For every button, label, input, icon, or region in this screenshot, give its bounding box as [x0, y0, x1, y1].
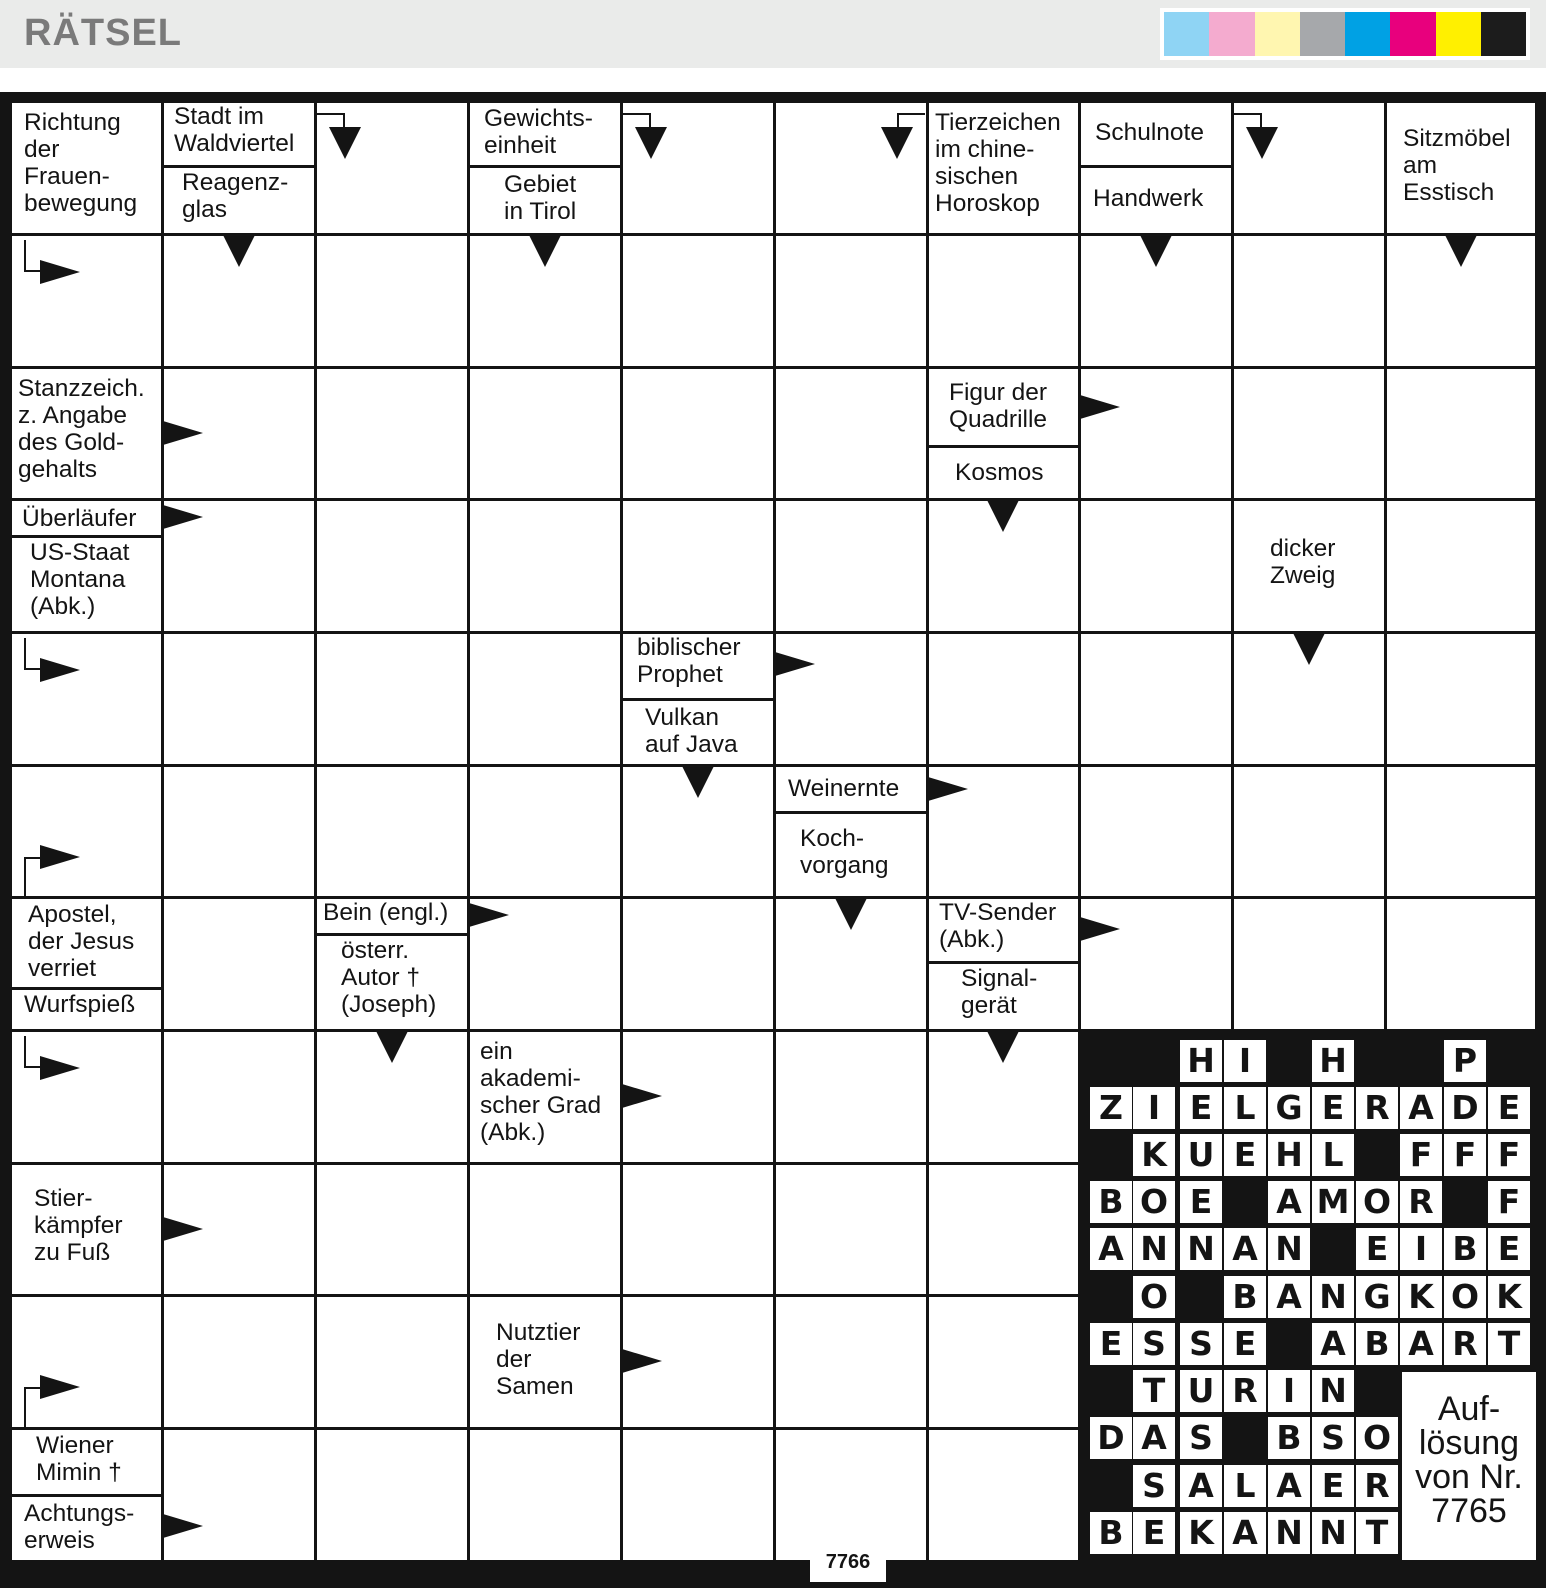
page-title: RÄTSEL [24, 12, 182, 54]
clue-akademischer-grad: ein akademi- scher Grad (Abk.) [480, 1038, 602, 1146]
grid-cell[interactable] [317, 501, 467, 631]
hook-line-icon [897, 113, 925, 129]
grid-cell[interactable] [929, 236, 1078, 366]
solution-letter: I [1268, 1370, 1310, 1412]
grid-cell[interactable] [1234, 899, 1384, 1029]
grid-cell[interactable] [164, 767, 314, 896]
grid-cell[interactable] [164, 1032, 314, 1162]
grid-cell[interactable] [623, 501, 773, 631]
solution-letter: N [1133, 1228, 1175, 1270]
arrow-right-icon [163, 505, 203, 529]
solution-letter: A [1224, 1228, 1266, 1270]
solution-letter: S [1180, 1417, 1222, 1459]
solution-letter: E [1180, 1181, 1222, 1223]
arrow-down-icon [835, 898, 867, 930]
solution-letter: E [1133, 1512, 1175, 1554]
grid-cell[interactable] [317, 1165, 467, 1294]
hook-line-icon [1232, 113, 1262, 129]
clue-divider [162, 165, 315, 168]
solution-letter: T [1133, 1370, 1175, 1412]
grid-cell[interactable] [1387, 369, 1535, 498]
arrow-right-icon [622, 1349, 662, 1373]
grid-cell[interactable] [1387, 899, 1535, 1029]
solution-letter: M [1312, 1181, 1354, 1223]
arrow-down-icon [223, 235, 255, 267]
solution-letter: L [1312, 1134, 1354, 1176]
solution-letter: R [1356, 1465, 1398, 1507]
arrow-right-icon [1080, 395, 1120, 419]
solution-letter: A [1268, 1181, 1310, 1223]
arrow-down-icon [881, 127, 913, 159]
arrow-down-icon [529, 235, 561, 267]
solution-letter: R [1444, 1323, 1486, 1365]
solution-letter: R [1224, 1370, 1266, 1412]
grid-cell[interactable] [776, 1297, 926, 1427]
solution-letter: Z [1090, 1087, 1132, 1129]
solution-letter: O [1356, 1417, 1398, 1459]
solution-letter: I [1224, 1040, 1266, 1082]
solution-letter: N [1268, 1228, 1310, 1270]
grid-cell[interactable] [317, 369, 467, 498]
clue-achtungserweis: Achtungs- erweis [24, 1500, 135, 1554]
arrow-right-icon [1080, 917, 1120, 941]
grid-cell[interactable] [470, 1165, 620, 1294]
arrow-right-icon [928, 777, 968, 801]
arrow-right-icon [163, 1514, 203, 1538]
grid-cell[interactable] [1387, 501, 1535, 631]
grid-cell[interactable] [164, 634, 314, 764]
solution-letter: K [1133, 1134, 1175, 1176]
solution-letter: O [1133, 1276, 1175, 1318]
solution-letter: B [1090, 1512, 1132, 1554]
clue-divider [10, 987, 162, 990]
hook-line-icon [621, 113, 651, 129]
solution-letter: F [1444, 1134, 1486, 1176]
arrow-right-icon [163, 421, 203, 445]
solution-letter: F [1400, 1134, 1442, 1176]
grid-cell[interactable] [623, 236, 773, 366]
solution-letter: E [1224, 1323, 1266, 1365]
arrow-right-icon [775, 652, 815, 676]
clue-divider [468, 165, 621, 168]
clue-divider [1079, 165, 1232, 168]
arrow-right-icon [40, 1375, 80, 1399]
grid-cell[interactable] [776, 1165, 926, 1294]
arrow-down-icon [987, 500, 1019, 532]
grid-cell[interactable] [1081, 634, 1231, 764]
clue-bein-engl: Bein (engl.) [323, 899, 449, 926]
solution-letter: N [1312, 1512, 1354, 1554]
arrow-down-icon [329, 127, 361, 159]
clue-tierzeichen: Tierzeichen im chine- sischen Horoskop [935, 109, 1061, 217]
solution-letter: E [1356, 1228, 1398, 1270]
clue-apostel: Apostel, der Jesus verriet [28, 901, 135, 982]
solution-letter: E [1180, 1087, 1222, 1129]
clue-ueberlaeufer: Überläufer [22, 505, 137, 532]
arrow-right-icon [40, 1056, 80, 1080]
clue-divider [10, 1494, 162, 1497]
hook-line-icon [24, 1036, 42, 1068]
grid-cell[interactable] [776, 369, 926, 498]
solution-letter: N [1180, 1228, 1222, 1270]
arrow-down-icon [682, 766, 714, 798]
hook-line-icon [24, 857, 42, 897]
grid-cell[interactable] [929, 1165, 1078, 1294]
clue-nutztier: Nutztier der Samen [496, 1319, 581, 1400]
arrow-down-icon [1293, 633, 1325, 665]
solution-letter: A [1090, 1228, 1132, 1270]
solution-letter: S [1180, 1323, 1222, 1365]
solution-letter: E [1488, 1087, 1530, 1129]
grid-cell[interactable] [623, 899, 773, 1029]
solution-caption: Auf- lösung von Nr. 7765 [1402, 1372, 1536, 1560]
solution-letter: N [1312, 1276, 1354, 1318]
solution-letter: D [1444, 1087, 1486, 1129]
grid-cell[interactable] [623, 1430, 773, 1560]
arrow-right-icon [40, 845, 80, 869]
solution-letter: O [1444, 1276, 1486, 1318]
solution-letter: F [1488, 1134, 1530, 1176]
grid-cell[interactable] [623, 1165, 773, 1294]
arrow-right-icon [469, 903, 509, 927]
solution-letter: B [1224, 1276, 1266, 1318]
solution-letter: T [1488, 1323, 1530, 1365]
clue-divider [10, 535, 162, 538]
grid-cell[interactable] [1387, 767, 1535, 896]
solution-letter: A [1268, 1276, 1310, 1318]
solution-letter: I [1400, 1228, 1442, 1270]
solution-letter: K [1180, 1512, 1222, 1554]
grid-cell[interactable] [317, 1297, 467, 1427]
clue-us-staat: US-Staat Montana (Abk.) [30, 539, 130, 620]
solution-letter: K [1488, 1276, 1530, 1318]
grid-cell[interactable] [1234, 767, 1384, 896]
arrow-right-icon [622, 1084, 662, 1108]
grid-cell[interactable] [1081, 369, 1231, 498]
solution-letter: L [1224, 1087, 1266, 1129]
clue-tv-sender: TV-Sender (Abk.) [939, 899, 1057, 953]
arrow-down-icon [1445, 235, 1477, 267]
clue-gebiet-tirol: Gebiet in Tirol [504, 171, 577, 225]
grid-cell[interactable] [1081, 767, 1231, 896]
solution-letter: K [1400, 1276, 1442, 1318]
solution-letter: O [1133, 1181, 1175, 1223]
solution-letter: A [1268, 1465, 1310, 1507]
arrow-right-icon [163, 1217, 203, 1241]
clue-divider [621, 698, 774, 701]
solution-letter: N [1312, 1370, 1354, 1412]
clue-kochvorgang: Koch- vorgang [800, 825, 889, 879]
solution-letter: H [1312, 1040, 1354, 1082]
solution-letter: L [1224, 1465, 1266, 1507]
solution-letter: A [1400, 1323, 1442, 1365]
solution-letter: G [1268, 1087, 1310, 1129]
grid-cell[interactable] [1081, 501, 1231, 631]
solution-letter: S [1312, 1417, 1354, 1459]
solution-letter: E [1224, 1134, 1266, 1176]
grid-cell[interactable] [1234, 369, 1384, 498]
grid-cell[interactable] [164, 1297, 314, 1427]
solution-letter: B [1444, 1228, 1486, 1270]
grid-cell[interactable] [470, 1430, 620, 1560]
grid-cell[interactable] [317, 767, 467, 896]
clue-kosmos: Kosmos [955, 459, 1044, 486]
solution-letter: F [1488, 1181, 1530, 1223]
clue-richtung-frauenbewegung: Richtung der Frauen- bewegung [24, 109, 138, 217]
grid-cell[interactable] [623, 369, 773, 498]
solution-letter: B [1268, 1417, 1310, 1459]
clue-biblischer-prophet: biblischer Prophet [637, 634, 741, 688]
solution-letter: P [1444, 1040, 1486, 1082]
solution-letter: H [1180, 1040, 1222, 1082]
solution-letter: A [1312, 1323, 1354, 1365]
arrow-right-icon [40, 658, 80, 682]
solution-letter: B [1090, 1181, 1132, 1223]
hook-line-icon [315, 113, 345, 129]
solution-letter: U [1180, 1134, 1222, 1176]
grid-cell[interactable] [929, 1430, 1078, 1560]
clue-figur-quadrille: Figur der Quadrille [949, 379, 1048, 433]
arrow-down-icon [1246, 127, 1278, 159]
solution-letter: S [1133, 1465, 1175, 1507]
arrow-down-icon [987, 1031, 1019, 1063]
clue-schulnote: Schulnote [1095, 119, 1204, 146]
grid-cell[interactable] [164, 899, 314, 1029]
grid-cell[interactable] [317, 236, 467, 366]
clue-stierkaempfer: Stier- kämpfer zu Fuß [34, 1185, 123, 1266]
solution-letter: H [1268, 1134, 1310, 1176]
clue-handwerk: Handwerk [1093, 185, 1204, 212]
grid-cell[interactable] [929, 634, 1078, 764]
solution-letter: E [1488, 1228, 1530, 1270]
clue-wurfspiess: Wurfspieß [24, 991, 136, 1018]
solution-letter: A [1133, 1417, 1175, 1459]
solution-letter: E [1090, 1323, 1132, 1365]
solution-letter: N [1268, 1512, 1310, 1554]
grid-cell[interactable] [1234, 236, 1384, 366]
hook-line-icon [24, 240, 42, 272]
solution-letter: O [1356, 1181, 1398, 1223]
clue-wiener-mimin: Wiener Mimin † [36, 1432, 122, 1486]
grid-cell[interactable] [164, 1430, 314, 1560]
solution-letter: S [1133, 1323, 1175, 1365]
solution-letter: B [1356, 1323, 1398, 1365]
grid-cell[interactable] [776, 1430, 926, 1560]
grid-cell[interactable] [929, 1297, 1078, 1427]
solution-letter: E [1312, 1087, 1354, 1129]
puzzle-number: 7766 [810, 1546, 886, 1582]
solution-letter: I [1133, 1087, 1175, 1129]
solution-letter: U [1180, 1370, 1222, 1412]
clue-weinernte: Weinernte [788, 775, 900, 802]
arrow-down-icon [376, 1031, 408, 1063]
hook-line-icon [24, 1387, 42, 1428]
solution-letter: A [1400, 1087, 1442, 1129]
grid-cell[interactable] [776, 501, 926, 631]
grid-cell[interactable] [317, 634, 467, 764]
solution-letter: D [1090, 1417, 1132, 1459]
grid-cell[interactable] [470, 767, 620, 896]
clue-stadt-waldviertel: Stadt im Waldviertel [174, 103, 295, 157]
solution-letter: G [1356, 1276, 1398, 1318]
arrow-down-icon [1140, 235, 1172, 267]
grid-cell[interactable] [470, 634, 620, 764]
arrow-right-icon [40, 260, 80, 284]
solution-letter: R [1356, 1087, 1398, 1129]
grid-cell[interactable] [470, 501, 620, 631]
clue-divider [774, 811, 927, 814]
clue-divider [927, 445, 1079, 448]
clue-divider [927, 961, 1079, 964]
clue-divider [315, 933, 468, 936]
clue-signalgeraet: Signal- gerät [961, 965, 1038, 1019]
grid-cell[interactable] [317, 1430, 467, 1560]
hook-line-icon [24, 638, 42, 670]
clue-reagenzglas: Reagenz- glas [182, 169, 289, 223]
grid-cell[interactable] [1387, 634, 1535, 764]
arrow-down-icon [635, 127, 667, 159]
clue-dicker-zweig: dicker Zweig [1270, 535, 1336, 589]
grid-cell[interactable] [470, 369, 620, 498]
grid-cell[interactable] [776, 1032, 926, 1162]
clue-stanzzeichen: Stanzzeich. z. Angabe des Gold- gehalts [18, 375, 145, 483]
grid-cell[interactable] [776, 236, 926, 366]
solution-letter: E [1312, 1465, 1354, 1507]
solution-letter: R [1400, 1181, 1442, 1223]
solution-letter: A [1224, 1512, 1266, 1554]
solution-letter: T [1356, 1512, 1398, 1554]
solution-letter: A [1180, 1465, 1222, 1507]
clue-oesterr-autor: österr. Autor † (Joseph) [341, 937, 437, 1018]
clue-gewichtseinheit: Gewichts- einheit [484, 105, 593, 159]
clue-vulkan-java: Vulkan auf Java [645, 704, 738, 758]
clue-sitzmoebel: Sitzmöbel am Esstisch [1403, 125, 1511, 206]
